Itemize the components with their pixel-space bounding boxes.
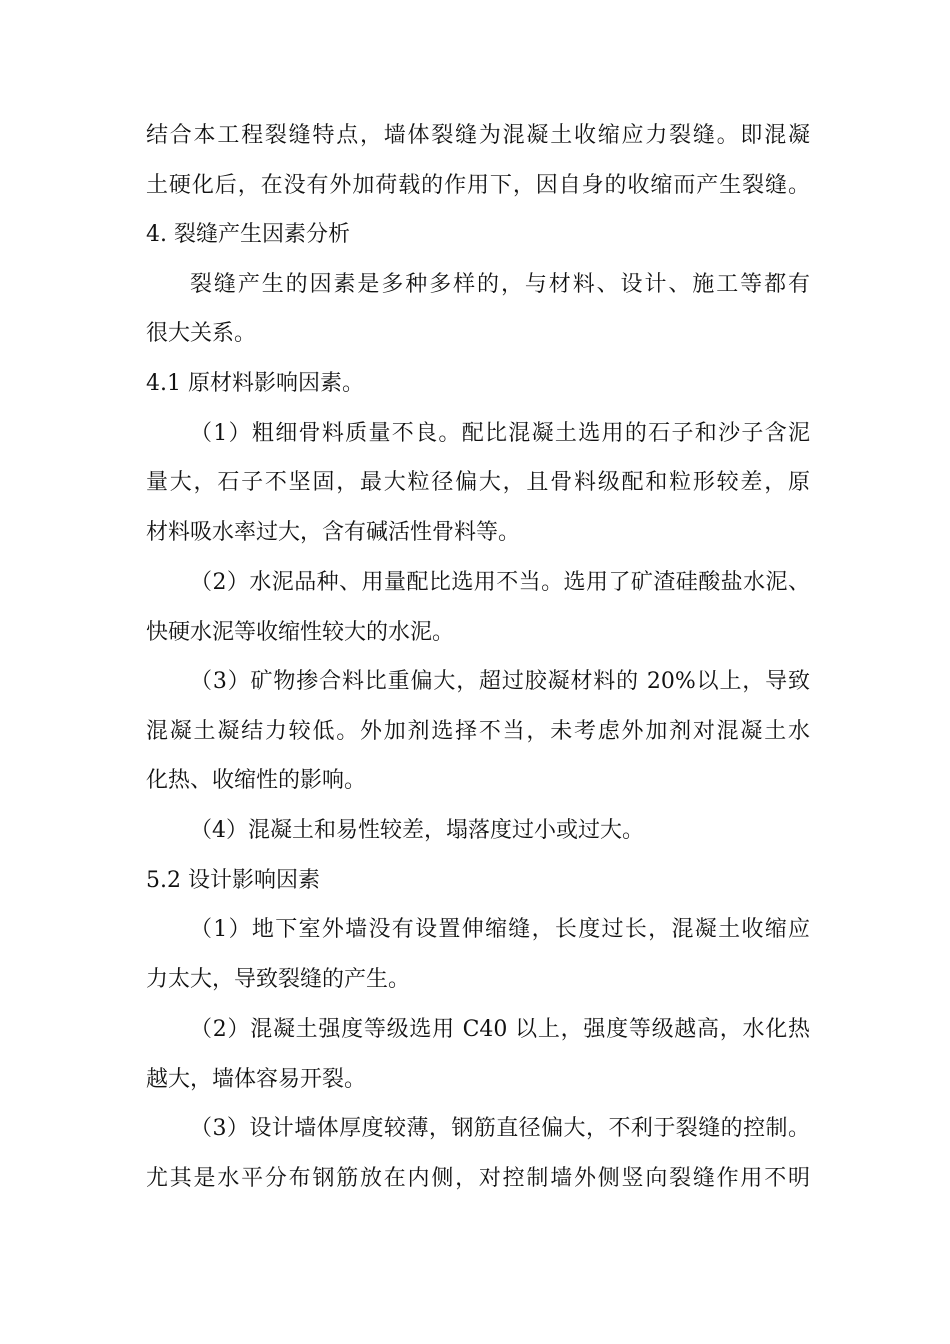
list-item-line: 快硬水泥等收缩性较大的水泥。 <box>146 620 455 645</box>
subsection-heading: 5.2 设计影响因素 <box>146 868 320 893</box>
body-text-line: 裂缝产生的因素是多种多样的，与材料、设计、施工等都有 <box>190 272 810 297</box>
section-heading: 4. 裂缝产生因素分析 <box>146 222 350 247</box>
list-item-line: 材料吸水率过大，含有碱活性骨料等。 <box>146 520 521 545</box>
list-item-line: 力太大，导致裂缝的产生。 <box>146 967 411 992</box>
list-item-line: （2）水泥品种、用量配比选用不当。选用了矿渣硅酸盐水泥、 <box>190 570 810 595</box>
body-text-line: 结合本工程裂缝特点，墙体裂缝为混凝土收缩应力裂缝。即混凝 <box>146 123 810 148</box>
body-text-line: 很大关系。 <box>146 321 257 346</box>
list-item-line: 混凝土凝结力较低。外加剂选择不当，未考虑外加剂对混凝土水 <box>146 719 810 744</box>
list-item-line: 尤其是水平分布钢筋放在内侧，对控制墙外侧竖向裂缝作用不明 <box>146 1166 810 1191</box>
list-item-line: 化热、收缩性的影响。 <box>146 768 367 793</box>
body-text-line: 土硬化后，在没有外加荷载的作用下，因自身的收缩而产生裂缝。 <box>146 173 810 198</box>
subsection-heading: 4.1 原材料影响因素。 <box>146 371 364 396</box>
list-item-line: （1）地下室外墙没有设置伸缩缝，长度过长，混凝土收缩应 <box>190 917 810 942</box>
list-item-line: （2）混凝土强度等级选用 C40 以上，强度等级越高，水化热 <box>190 1017 810 1042</box>
list-item-line: （4）混凝土和易性较差，塌落度过小或过大。 <box>190 818 644 843</box>
list-item-line: （1）粗细骨料质量不良。配比混凝土选用的石子和沙子含泥 <box>190 421 810 446</box>
list-item-line: （3）设计墙体厚度较薄，钢筋直径偏大，不利于裂缝的控制。 <box>190 1116 810 1141</box>
list-item-line: 越大，墙体容易开裂。 <box>146 1067 367 1092</box>
list-item-line: （3）矿物掺合料比重偏大，超过胶凝材料的 20%以上，导致 <box>190 669 810 694</box>
list-item-line: 量大，石子不坚固，最大粒径偏大，且骨料级配和粒形较差，原 <box>146 470 810 495</box>
